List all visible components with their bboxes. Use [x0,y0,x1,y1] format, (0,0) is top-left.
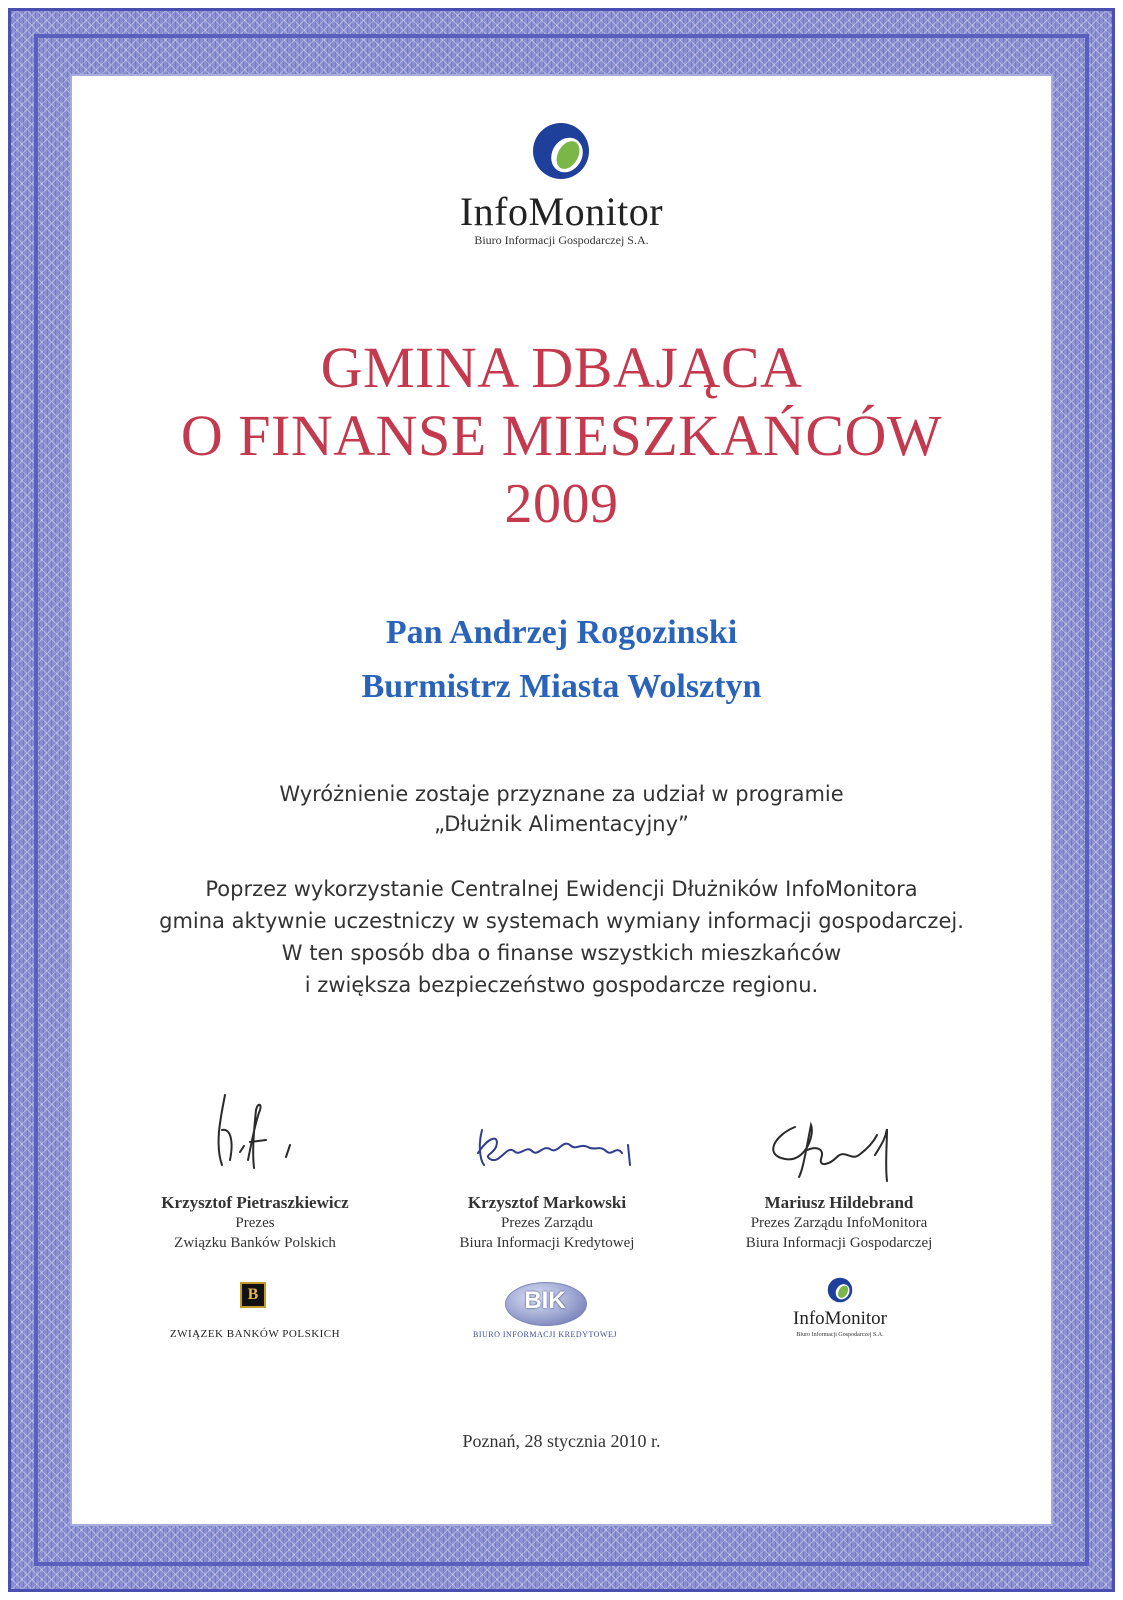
signatory-1-name: Krzysztof Pietraszkiewicz [161,1193,349,1212]
description-line-4: i zwiększa bezpieczeństwo gospodarcze regionu. [304,973,819,997]
signature-hildebrand [755,1115,905,1195]
zbp-logo-icon: B [240,1282,266,1308]
infomonitor-small-brand: InfoMonitor [793,1308,887,1329]
zbp-org-name: ZWIĄZEK BANKÓW POLSKICH [169,1328,341,1340]
recipient-name: Pan Andrzej Rogozinski [385,614,738,651]
signatory-3-name: Mariusz Hildebrand [764,1193,914,1212]
signatory-2-name: Krzysztof Markowski [467,1193,627,1212]
description-line-2: gmina aktywnie uczestniczy w systemach wymiany informacji gospodarczej. [159,909,964,933]
bik-org-name: BIURO INFORMACJI KREDYTOWEJ [472,1330,618,1339]
brand-subtitle: Biuro Informacji Gospodarczej S.A. [474,233,649,247]
description-line-1: Poprzez wykorzystanie Centralnej Ewidencji Dłużników InfoMonitora [205,877,918,901]
place-date: Poznań, 28 stycznia 2010 r. [462,1431,661,1451]
signatory-1 [105,1193,405,1253]
title-line-2: O FINANSE MIESZKAŃCÓW [180,403,943,468]
signatory-1-role-2: Związku Banków Polskich [174,1235,336,1251]
title-line-1: GMINA DBAJĄCA [320,335,803,400]
brand-name: InfoMonitor [459,189,664,234]
signatory-2-role-2: Biura Informacji Kredytowej [459,1235,635,1251]
signatory-3-role-1: Prezes Zarządu InfoMonitora [750,1215,928,1231]
infomonitor-small-subtitle: Biuro Informacji Gospodarczej S.A. [796,1332,884,1338]
signatory-2-role-1: Prezes Zarządu [500,1215,594,1231]
infomonitor-logo-icon [529,120,593,182]
signatory-1-role-1: Prezes [235,1215,275,1231]
title-year: 2009 [504,473,619,535]
description-line-3: W ten sposób dba o finanse wszystkich mieszkańców [281,941,842,965]
infomonitor-small-logo-icon [826,1276,854,1304]
signatory-2 [397,1193,697,1253]
award-text-line-1: Wyróżnienie zostaje przyznane za udział w programie [279,782,844,806]
award-text-line-2: „Dłużnik Alimentacyjny” [434,812,689,836]
signatory-3-role-2: Biura Informacji Gospodarczej [745,1235,933,1251]
recipient-position: Burmistrz Miasta Wolsztyn [361,668,762,705]
signatory-3 [689,1193,989,1253]
signature-pietraszkiewicz [200,1090,320,1180]
bik-logo-letters: BIK [524,1287,566,1314]
signature-markowski [470,1115,650,1175]
